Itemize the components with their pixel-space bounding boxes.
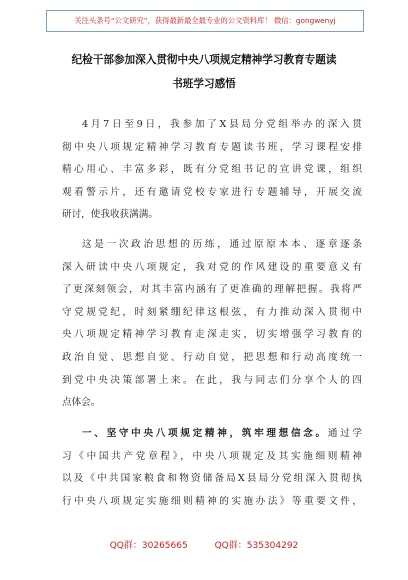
paragraph-line: 精心用心、丰富多彩，既有分党组书记的宣讲党课，组织 (62, 164, 362, 176)
footer-qq-group-1: QQ群：30265665 (109, 541, 188, 551)
paragraph-line: 研讨，使我收获满满。 (62, 209, 158, 221)
paragraph-1 (62, 114, 362, 227)
section-heading: 一、坚守中央八项规定精神，筑牢理想信念。 (82, 428, 328, 439)
paragraph-line: 深入研读中央八项规定，我对党的作风建设的重要意义有 (62, 261, 362, 273)
footer-qq-group-2: QQ群：535304292 (214, 541, 299, 551)
paragraph-line: 守党规党纪，时刻紧绷纪律这根弦，有力推动深入贯彻中 (62, 306, 362, 318)
paragraph-line: 了更深刻领会，对其丰富内涵有了更准确的理解把握。我将严 (62, 284, 362, 296)
section-heading-tail: 通过学 (327, 428, 362, 439)
paragraph-line: 彻中央八项规定精神学习教育专题读书班，学习课程安排 (62, 141, 362, 153)
paragraph-line: 这是一次政治思想的历练，通过原原本本、逐章逐条 (82, 239, 362, 250)
promo-banner (46, 10, 364, 32)
paragraph-line: 到党中央决策部署上来。在此，我与同志们分享个人的四 (62, 374, 362, 386)
document-title-line-2: 书班学习感悟 (172, 78, 236, 90)
paragraph-line: 观看警示片，还有邀请党校专家进行专题辅导，开展交流 (62, 186, 362, 198)
paragraph-line: 点体会。 (62, 397, 101, 409)
paragraph-2 (62, 234, 362, 415)
document-title-line-1: 纪检干部参加深入贯彻中央八项规定精神学习教育专题读 (71, 54, 337, 66)
paragraph-line: 以及《中共国家粮食和物资储备局X县局分党组深入贯彻执 (62, 473, 362, 485)
paragraph-line: 行中央八项规定实施细则精神的实施办法》等重要文件， (62, 495, 362, 507)
paragraph-line: 政治自觉、思想自觉、行动自觉，把思想和行动高度统一 (62, 351, 362, 363)
paragraph-3 (62, 423, 362, 513)
paragraph-line: 4月7日至9日，我参加了X县局分党组举办的深入贯 (82, 119, 362, 130)
paragraph-line: 央八项规定精神学习教育走深走实，切实增强学习教育的 (62, 329, 362, 341)
footer (0, 538, 408, 551)
promo-banner-text: 关注头条号“公文研究”，获得最新最全最专业的公文资料库！ 微信：gongwenyj (74, 16, 336, 25)
paragraph-line: 习《中国共产党章程》，中央八项规定及其实施细则精神 (62, 450, 362, 462)
paragraph-line (62, 423, 362, 446)
